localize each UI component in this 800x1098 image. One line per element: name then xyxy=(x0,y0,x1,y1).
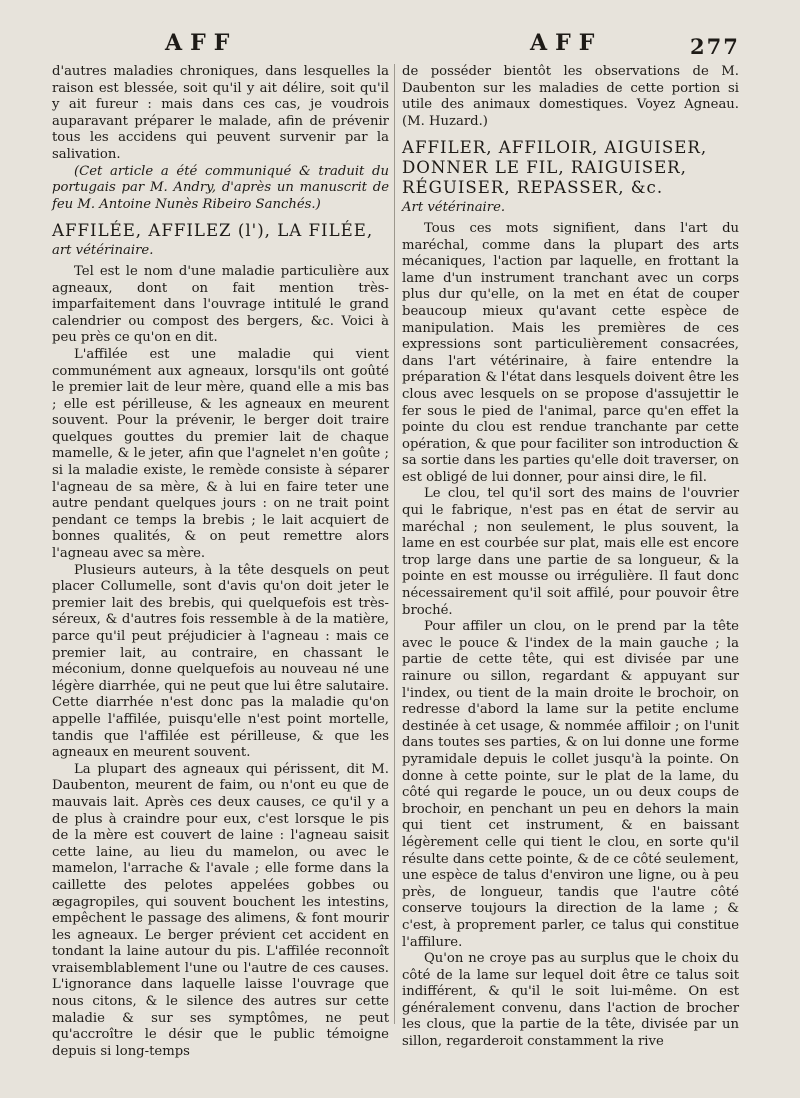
paragraph: Le clou, tel qu'il sort des mains de l'ouvrier qui le fabrique, n'est pas en état de servir au maréchal ; non seulement, le plus souvent, la lame en est courbée sur plat, mais elle est encore trop large dans une partie de sa longueur, & la pointe en est mousse ou irrégulière. Il faut donc nécessairement qu'il soit affilé, pour pouvoir être broché. xyxy=(402,486,739,618)
paragraph-continuation: d'autres maladies chroniques, dans lesquelles la raison est blessée, soit qu'il y ait délire, soit qu'il y ait fureur : mais dans ces cas, je voudrois auparavant préparer le malade, afin de prévenir tous les accidens qui peuvent survenir par la salivation. xyxy=(52,64,389,162)
running-head-right: AFF xyxy=(530,30,603,56)
page-number: 277 xyxy=(690,34,740,59)
left-column xyxy=(52,64,389,1060)
paragraph: L'affilée est une maladie qui vient communément aux agneaux, lorsqu'ils ont goûté le premier lait de leur mère, quand elle a mis bas ; elle est périlleuse, & les agneaux en meurent souvent. Pour la prévenir, le berger doit traire quelques gouttes du premier lait de chaque mamelle, & le jeter, afin que l'agnelet n'en goûte ; si la maladie existe, le remède consiste à séparer l'agneau de sa mère, & à lui en faire teter une autre pendant quelques jours : on ne trait point pendant ce temps la brebis ; le lait acquiert de bonnes qualités, & on peut remettre alors l'agneau avec sa mère. xyxy=(52,346,389,562)
entry-subject: art vétérinaire. xyxy=(52,243,154,259)
paragraph: La plupart des agneaux qui périssent, dit M. Daubenton, meurent de faim, ou n'ont eu que de mauvais lait. Après ces deux causes, ce qu'il y a de plus à craindre pour eux, c'est lorsque le pis de la mère est couvert de laine : l'agneau saisit cette laine, au lieu du mamelon, ou avec le mamelon, l'arrache & l'avale ; elle forme dans la caillette des pelotes appelées gobbes ou ægagropiles, qui souvent bouchent les intestins, empêchent le passage des alimens, & font mourir les agneaux. Le berger prévient cet accident en tondant la laine autour du pis. L'affilée reconnoît vraisemblablement l'une ou l'autre de ces causes. L'ignorance dans laquelle laisse l'ouvrage que nous citons, & le silence des autres sur cette maladie & sur ses symptômes, ne peut qu'accroître le désir que le public témoigne depuis si long-temps xyxy=(52,761,389,1059)
right-column xyxy=(402,64,739,1051)
paragraph: Qu'on ne croye pas au surplus que le choix du côté de la lame sur lequel doit être ce talus soit indifférent, & qu'il le soit lui-même. On est généralement convenu, dans l'action de brocher les clous, que la partie de la tête, divisée par un sillon, regarderoit constamment la rive xyxy=(402,951,739,1050)
entry-heading-affiler: AFFILER, AFFILOIR, AIGUISER, DONNER LE FIL, RAIGUISER, RÉGUISER, REPASSER, &c. xyxy=(402,138,708,198)
page-header xyxy=(0,30,800,62)
paragraph-continuation: de posséder bientôt les observations de M. Daubenton sur les maladies de cette portion si utile des animaux domestiques. Voyez Agneau. (M. Huzard.) xyxy=(402,64,739,129)
paragraph: Tous ces mots signifient, dans l'art du maréchal, comme dans la plupart des arts mécaniques, l'action par laquelle, en frottant la lame d'un instrument tranchant avec un corps plus dur qu'elle, on la met en état de couper beaucoup mieux qu'avant cette espèce de manipulation. Mais les premières de ces expressions sont particulièrement consacrées, dans l'art vétérinaire, à faire entendre la préparation & l'état dans lesquels doivent être les clous avec lesquels on se propose d'assujettir le fer sous le pied de l'animal, parce qu'en effet la pointe du clou est rendue tranchante par cette opération, & que pour faciliter son introduction & sa sortie dans les parties qu'elle doit traverser, on est obligé de lui donner, pour ainsi dire, le fil. xyxy=(402,220,739,485)
entry-heading-affilee: AFFILÉE, AFFILEZ (l'), LA FILÉE, xyxy=(52,221,374,241)
running-head-left: AFF xyxy=(165,30,238,56)
entry-subject: Art vétérinaire. xyxy=(402,200,506,216)
column-divider xyxy=(394,64,395,1024)
paragraph: Plusieurs auteurs, à la tête desquels on peut placer Collumelle, sont d'avis qu'on doit jeter le premier lait des brebis, qui quelquefois est très-séreux, & d'autres fois ressemble à de la matière, parce qu'il peut préjudicier à l'agneau : mais ce premier lait, au contraire, en chassant le méconium, donne quelquefois au nouveau né une légère diarrhée, qui ne peut que lui être salutaire. Cette diarrhée n'est donc pas la maladie qu'on appelle l'affilée, puisqu'elle n'est point mortelle, tandis que l'affilée est périlleuse, & que les agneaux en meurent souvent. xyxy=(52,562,389,761)
attribution-note: (Cet article a été communiqué & traduit du portugais par M. Andry, d'après un manuscrit de feu M. Antoine Nunès Ribeiro Sanchés.) xyxy=(52,163,389,212)
paragraph: Pour affiler un clou, on le prend par la tête avec le pouce & l'index de la main gauche ; la partie de cette tête, qui est divisée par une rainure ou sillon, regardant & appuyant sur l'index, ou tient de la main droite le brochoir, on redresse d'abord la lame sur la petite enclume destinée à cet usage, & nommée affiloir ; on l'unit dans toutes ses parties, & on lui donne une forme pyramidale depuis le collet jusqu'à la pointe. On donne à cette pointe, sur le plat de la lame, du côté qui regarde le pouce, un ou deux coups de brochoir, en penchant un peu en dehors la main qui tient cet instrument, & en baissant légèrement celle qui tient le clou, en sorte qu'il résulte dans cette pointe, & de ce côté seulement, une espèce de talus d'environ une ligne, ou à peu près, de longueur, tandis que l'autre côté conserve toujours la direction de la lame ; & c'est, à proprement parler, ce talus qui constitue l'affilure. xyxy=(402,619,739,950)
paragraph: Tel est le nom d'une maladie particulière aux agneaux, dont on fait mention très-imparfaitement dans l'ouvrage intitulé le grand calendrier ou compost des bergers, &c. Voici à peu près ce qu'on en dit. xyxy=(52,263,389,346)
